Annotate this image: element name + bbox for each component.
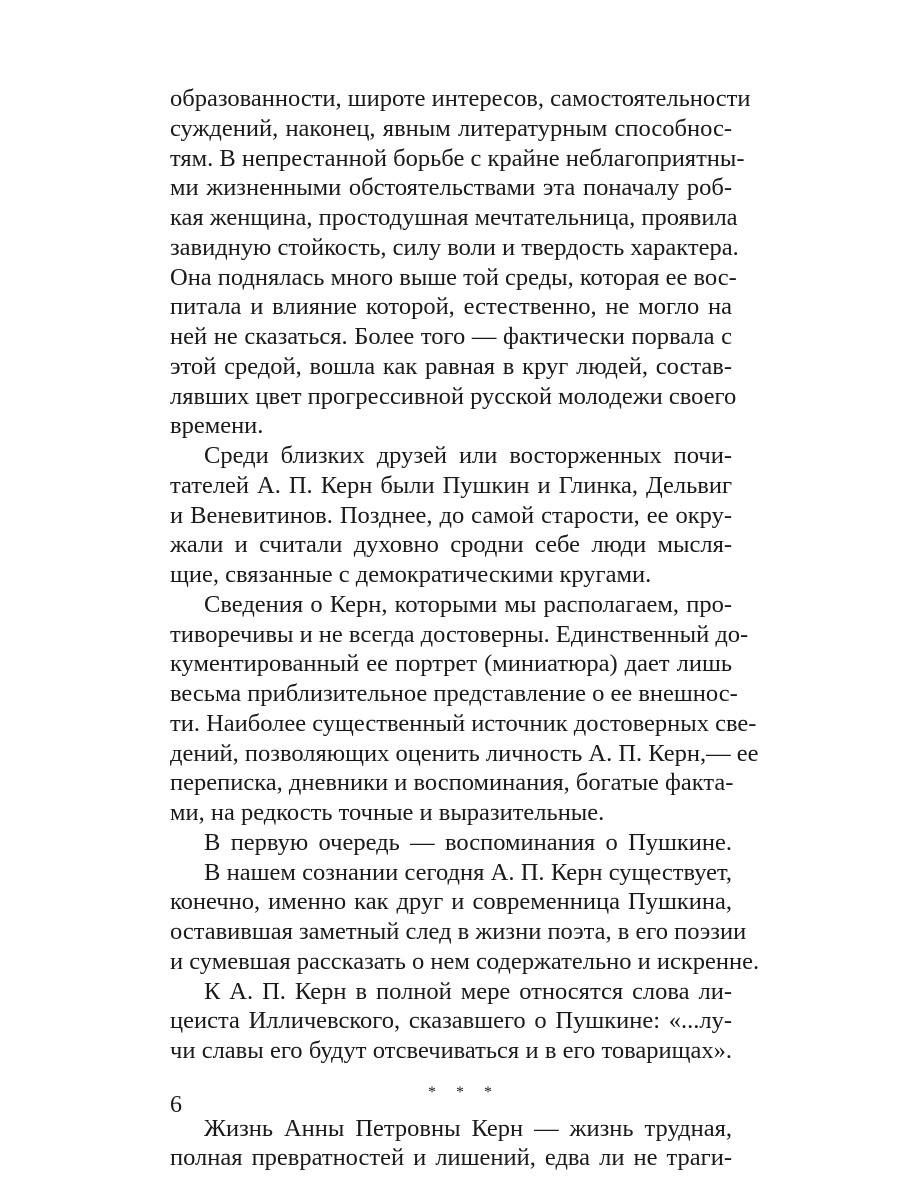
text-line: дений, позволяющих оценить личность А. П. Керн,— ее xyxy=(170,739,759,767)
text-line: тателей А. П. Керн были Пушкин и Глинка, Дельвиг xyxy=(170,471,732,499)
text-line: жали и считали духовно сродни себе люди мысля- xyxy=(170,531,732,559)
text-line: тям. В непрестанной борьбе с крайне неблагоприятны- xyxy=(170,144,745,172)
text-line: цеиста Илличевского, сказавшего о Пушкине: «...лу- xyxy=(170,1007,732,1035)
text-line: времени. xyxy=(170,412,264,440)
text-line: тиворечивы и не всегда достоверны. Единственный до- xyxy=(170,620,749,648)
text-line: В первую очередь — воспоминания о Пушкине. xyxy=(204,828,732,856)
text-line: К А. П. Керн в полной мере относятся слова ли- xyxy=(204,977,732,1005)
text-line: переписка, дневники и воспоминания, богатые факта- xyxy=(170,769,734,797)
text-line: этой средой, вошла как равная в круг людей, состав- xyxy=(170,352,732,380)
text-line: и Веневитинов. Позднее, до самой старости, ее окру- xyxy=(170,501,732,529)
text-line: и сумевшая рассказать о нем содержательно и искренне. xyxy=(170,947,760,975)
page-number: 6 xyxy=(170,1092,182,1118)
section-separator: * * * xyxy=(428,1083,500,1101)
text-line: лявших цвет прогрессивной русской молодежи своего xyxy=(170,382,737,410)
text-line: кая женщина, простодушная мечтательница, проявила xyxy=(170,204,738,231)
text-line: ней не сказаться. Более того — фактически порвала с xyxy=(170,323,732,350)
text-line: завидную стойкость, силу воли и твердость характера. xyxy=(170,233,739,261)
text-line: ми, на редкость точные и выразительные. xyxy=(170,799,605,826)
text-line: питала и влияние которой, естественно, не могло на xyxy=(170,293,732,321)
text-line: Она поднялась много выше той среды, которая ее вос- xyxy=(170,263,737,291)
text-line: ти. Наиболее существенный источник достоверных све- xyxy=(170,709,757,737)
text-line: В нашем сознании сегодня А. П. Керн существует, xyxy=(204,858,732,886)
text-line: суждений, наконец, явным литературным способнос- xyxy=(170,114,732,142)
text-line: оставившая заметный след в жизни поэта, в его поэзии xyxy=(170,918,747,945)
text-block-main xyxy=(170,84,760,1066)
text-line: кументированный ее портрет (миниатюра) дает лишь xyxy=(170,650,732,678)
text-line: чи славы его будут отсвечиваться и в его товарищах». xyxy=(170,1037,732,1064)
text-line: образованности, широте интересов, самостоятельности xyxy=(170,85,751,112)
text-line: конечно, именно как друг и современница Пушкина, xyxy=(170,888,732,916)
text-line: полная превратностей и лишений, едва ли не траги- xyxy=(170,1144,732,1172)
text-block-after-separator xyxy=(170,1114,732,1174)
text-line: щие, связанные с демократическими кругами. xyxy=(170,561,652,588)
text-line: Среди близких друзей или восторженных почи- xyxy=(204,442,732,469)
book-page-text xyxy=(170,84,760,1173)
text-line: ми жизненными обстоятельствами эта поначалу роб- xyxy=(170,174,732,202)
text-line: Сведения о Керн, которыми мы располагаем, про- xyxy=(204,590,732,618)
text-line: Жизнь Анны Петровны Керн — жизнь трудная, xyxy=(204,1114,732,1142)
text-line: весьма приблизительное представление о ее внешнос- xyxy=(170,680,738,707)
